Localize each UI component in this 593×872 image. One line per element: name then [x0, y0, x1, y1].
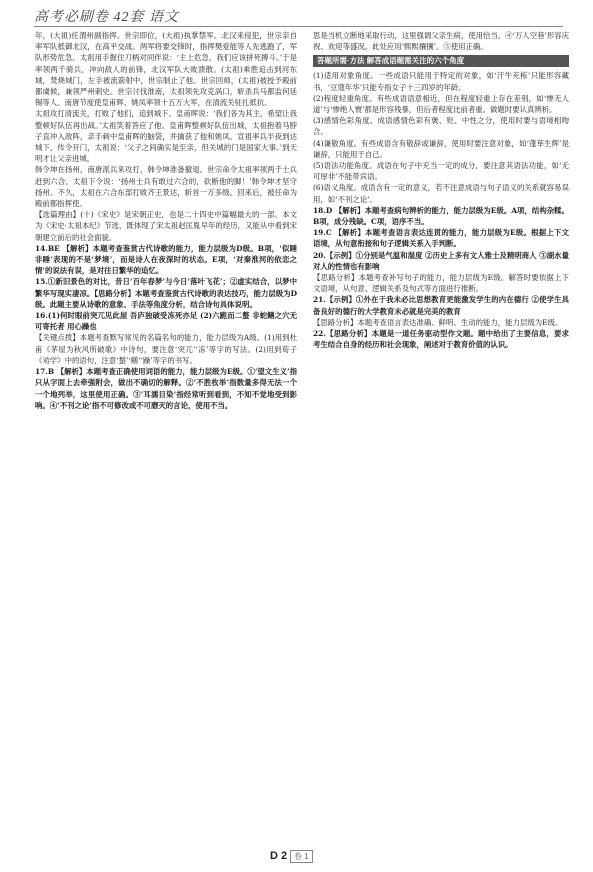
key-tip: 【关键点拨】本题考查默写常见的名篇名句的能力，能力层级为A级。(1)用到杜甫《茅屋为秋风所破歌》中诗句，要注意‘突兀’‘冻’等字的写法。(2)用到荀子《劝学》中的语句，注意‘螯’‘鳝’‘躁’等字的书写。	[35, 333, 297, 365]
header-rule	[34, 26, 563, 27]
page-number: D 2	[270, 850, 288, 862]
running-title: 高考必刷卷 42套 语文	[34, 10, 179, 25]
translation-paragraph: 年，(大祖)任渭州副指挥。世宗即位，(大祖)执掌禁军。北汉来侵犯，世宗亲自率军队抵御北汉，在高平交战。两军将要交锋时，指挥樊爱能等人先逃跑了，军队形势危急。太祖用手握住刀柄对同伴说：‘主上危急，我们应该拼死搏斗。’于是率领两千骑兵，冲向敌人的前锋，北汉军队大败溃散。(太祖)乘胜追击到河东城，焚烧城门，左手被流箭射中，世宗制止了他。世宗回师，(太祖)被授予殿前都虞候，兼领严州刺史。世宗讨伐淮南，太祖领先攻克涡口，斩杀兵马都监何延锡等人。南唐节度使皇甫晖、姚凤率领十五万大军，在清流关驻扎抵抗。	[35, 31, 297, 108]
method-point: (1)适用对象角度。一些成语只能用于特定的对象，如‘汗牛充栋’只能形容藏书，‘豆蔻年华’只能专指女子十三四岁的年龄。	[313, 71, 569, 92]
continued-text: 思是当机立断地采取行动，这里强调父亲生病，使用恰当。④‘万人空巷’形容庆祝、欢迎等盛况。此处应用‘熙熙攘攘’。⑤使用正确。	[313, 31, 569, 52]
left-column	[35, 30, 297, 842]
analysis-20: 【思路分析】本题考查补写句子的能力，能力层级为E级。解答时要依据上下文语境，从句意、逻辑关系及句式等方面进行推断。	[313, 273, 569, 294]
selection-reason: 【选篇理由】(十)《宋史》是宋朝正史，也是二十四史中篇幅最大的一部。本文为《宋史·太祖本纪》节选，既体现了宋太祖赵匡胤早年的经历，又能从中看到宋朝建立前后的社会面貌。	[35, 210, 297, 242]
method-point: (4)谦敬角度。有些成语含有敬辞或谦辞，使用时要注意对象，如‘蓬荜生辉’是谦辞，只能用于自己。	[313, 138, 569, 159]
answer-15: 15.①新旧景色的对比，昔日‘百年春梦’与今日‘落叶飞花’；②虚实结合，以梦中繁华写现实凄凉。【思路分析】本题考查鉴赏古代诗歌的表达技巧，能力层级为D级。此题主要从诗歌的意象、手法等角度分析，结合诗句具体说明。	[35, 277, 297, 309]
method-box-header: 答题所需·方法 解答成语题需关注的六个角度	[313, 55, 569, 67]
answer-14: 14.BE 【解析】本题考查鉴赏古代诗歌的能力，能力层级为D级。B项，‘似睡非睡’表现的不是‘梦境’，而是诗人在夜深时的状态。E项，‘对秦淮河的依恋之情’的说法有误，是对往日繁华的追忆。	[35, 243, 297, 276]
answer-18: 18.D 【解析】本题考查病句辨析的能力，能力层级为E级。A项，结构杂糅。B项，成分残缺。C项，语序不当。	[313, 205, 569, 227]
answer-17: 17.B 【解析】本题考查正确使用词语的能力，能力层级为E级。①‘望文生义’指只从字面上去牵强附会，做出不确切的解释。②‘不胜枚举’指数量多得无法一个一个地列举，这里使用正确。③‘耳濡目染’指经常听到看到，不知不觉地受到影响。④‘不刊之论’指不可修改或不可磨灭的言论，使用不当。	[35, 367, 297, 410]
right-column	[313, 30, 569, 842]
answer-20: 20.【示例】①分别是气温和湿度 ②历史上多有文人雅士及精明商人 ③湖水量对人的性情也有影响	[313, 250, 569, 271]
volume-label: 卷 1	[290, 850, 313, 863]
method-point: (5)语法功能角度。成语在句子中充当一定的成分，要注意其语法功能，如‘无可厚非’不能带宾语。	[313, 161, 569, 182]
answer-16: 16.(1)何时眼前突兀见此屋 吾庐独破受冻死亦足 (2)六跪而二螯 非蛇鳝之穴无可寄托者 用心躁也	[35, 311, 297, 332]
answer-22: 22.【思路分析】本题是一道任务驱动型作文题。题中给出了主要信息，要求考生结合自身的经历和社会现象，阐述对于教育价值的认识。	[313, 329, 569, 350]
analysis-21: 【思路分析】本题考查语言表达准确、鲜明、生动的能力，能力层级为E级。	[313, 317, 563, 327]
page-footer	[0, 844, 593, 872]
translation-paragraph: 太祖攻打清流关，打败了他们，追到城下。皇甫晖说：‘我们各为其主，希望让我整顿好队伍再出战。’太祖笑着答应了他。皇甫晖整顿好队伍出城，太祖抱着马脖子直冲入敌阵，亲手刺中皇甫晖的脑袋，并擒获了他和姚凤。宣祖率兵半夜到达城下，传令开门，太祖说：‘父子之间确实是至亲，但关城的门是国家大事。’到天明才让父亲进城。	[35, 109, 297, 164]
method-point: (2)程度轻重角度。有些成语语意相近，但在程度轻重上存在差别，如‘惨无人道’与‘惨绝人寰’都是形容残暴，但后者程度比前者重。做题时要认真辨析。	[313, 93, 569, 115]
translation-paragraph: 韩令坤在扬州，南唐派兵来攻打，韩令坤准备撤退。世宗命令太祖率领两千士兵赶到六合。太祖下令说：‘扬州士兵有敢过六合的，砍断他的脚！’韩令坤才坚守扬州。不久，太祖在六合东部打败齐王景达，斩首一万多级。回来后，被任命为殿前都指挥使。	[35, 165, 297, 209]
method-point: (3)感情色彩角度。成语感情色彩有褒、贬、中性之分，使用时要与语境相吻合。	[313, 116, 569, 137]
answer-19: 19.C 【解析】本题考查语言表达连贯的能力，能力层级为E级。根据上下文语境，从句意衔接和句子逻辑关系入手判断。	[313, 228, 569, 249]
method-point: (6)语义角度。成语含有一定的意义，若不注意成语与句子语义的关系就容易误用，如‘不刊之论’。	[313, 183, 569, 204]
answer-21: 21.【示例】①外在于我未必比思想教育更能激发学生的内在德行 ②使学生具备良好的德行的大学教育未必就是完美的教育	[313, 295, 569, 316]
